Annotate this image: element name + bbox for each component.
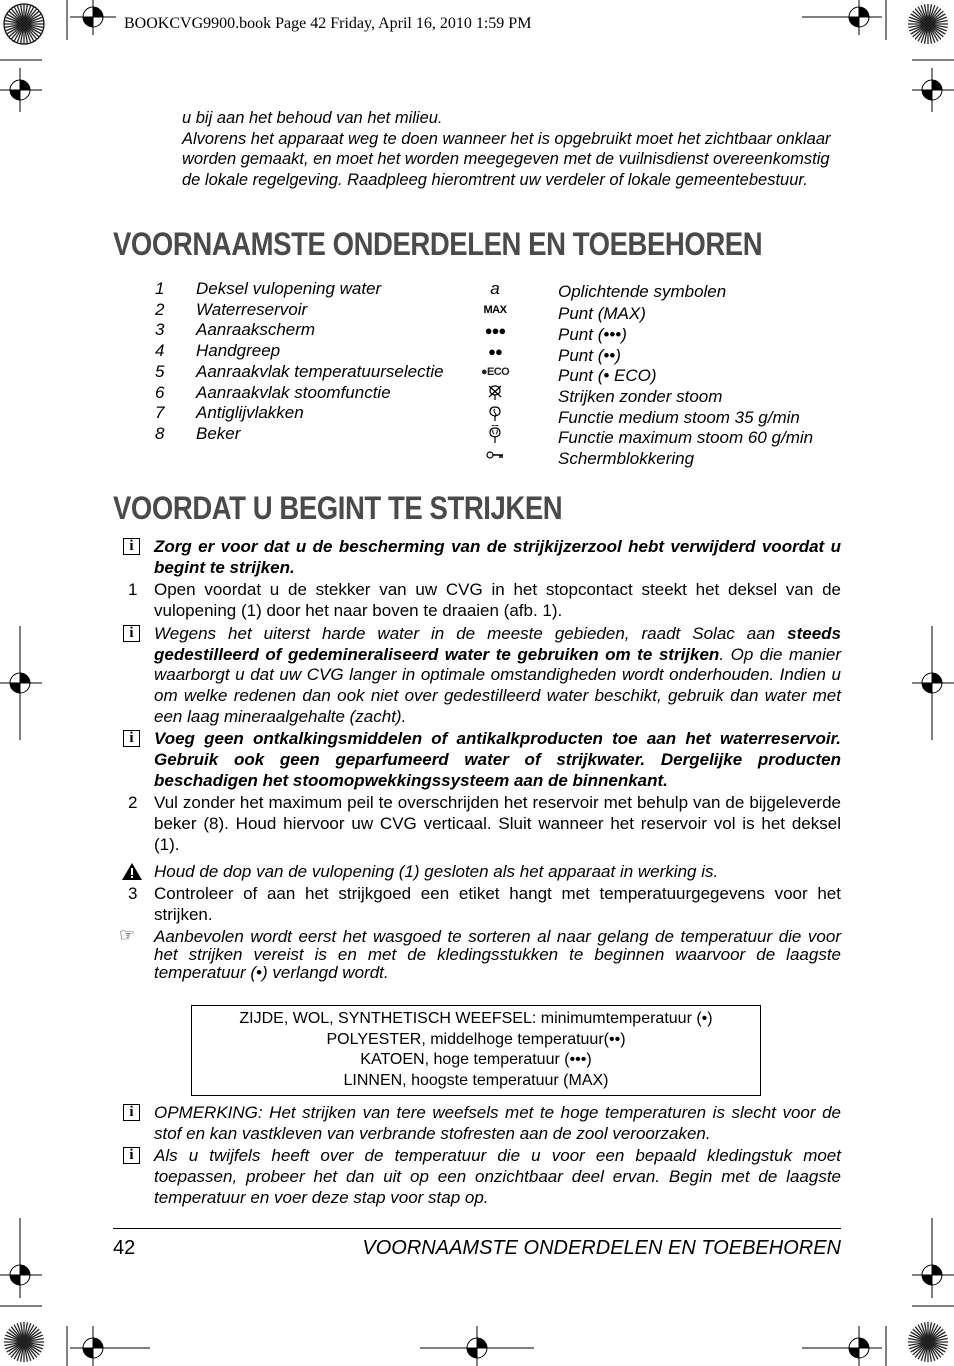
part-item <box>155 424 444 445</box>
part-number: 4 <box>155 341 165 361</box>
key-lock-icon <box>472 445 518 466</box>
part-label: Beker <box>196 423 241 443</box>
part-number: 5 <box>155 361 165 381</box>
footer-rule <box>113 1228 841 1229</box>
part-number: 3 <box>155 320 165 340</box>
print-header: BOOKCVG9900.book Page 42 Friday, April 16, 2010 1:59 PM <box>124 15 532 32</box>
intro-paragraph: Alvorens het apparaat weg te doen wanneer het is opgebruikt moet het zichtbaar onklaar worden gemaakt, en moet het worden meegegeven met de vuilnisdienst overeenkomstig de lokale regelgeving. Raadpleeg hieromtrent uw verdeler of lokale gemeentebestuur. <box>182 129 831 189</box>
note-emphasis: steeds gedestilleerd of gedemineraliseerd water te gebruiken om te strijken <box>154 623 841 664</box>
page-number: 42 <box>113 1237 136 1259</box>
symbol-column-letter: a <box>490 279 500 299</box>
note-delicate-fabrics: OPMERKING: Het strijken van tere weefsels met te hoge temperaturen is slecht voor de stof en kan vastkleven van verbrande stofresten aan de zool veroorzaken. <box>154 1103 841 1143</box>
warning-keep-lid-closed: Houd de dop van de vulopening (1) gesloten als het apparaat in werking is. <box>154 861 719 881</box>
fabric-temperature-line: ZIJDE, WOL, SYNTHETISCH WEEFSEL: minimumtemperatuur (•) <box>239 1010 713 1027</box>
starburst-mark-bl <box>2 1320 46 1364</box>
fabric-temperature-line: KATOEN, hoge temperatuur (•••) <box>360 1051 592 1068</box>
info-icon: i <box>123 538 140 555</box>
part-number: 7 <box>155 403 165 423</box>
step-number: 3 <box>128 884 138 904</box>
part-item <box>155 279 444 300</box>
note-text: . Op die manier waarborgt u dat uw CVG langer in optimale omstandigheden wordt onderhouden. Indien u om welke redenen dan ook niet over gedestilleerd water beschikt, gebruik dan water met een laag mineraalgehalte (zacht). <box>154 644 841 726</box>
part-label: Waterreservoir <box>196 299 308 319</box>
part-item <box>155 403 444 424</box>
info-icon: i <box>123 730 140 747</box>
step-check-label: Controleer of aan het strijkgoed een etiket hangt met temperatuurgegevens voor het strijken. <box>154 884 841 924</box>
part-item <box>155 320 444 341</box>
part-item <box>155 362 444 383</box>
starburst-mark-br <box>906 1320 950 1364</box>
step-number: 2 <box>128 793 138 813</box>
symbol-description: Schermblokkering <box>558 449 695 469</box>
fabric-temperature-box <box>191 1005 761 1096</box>
note-item <box>113 624 841 728</box>
info-icon: i <box>123 1147 140 1164</box>
section-heading-parts: VOORNAAMSTE ONDERDELEN EN TOEBEHOREN <box>113 226 763 262</box>
tip-sort-laundry: Aanbevolen wordt eerst het wasgoed te sorteren al naar gelang de temperatuur die voor het strijken vereist is en met de kledingsstukken te beginnen waarvoor de laagste temperatuur (•) verlangd wordt. <box>154 926 841 982</box>
info-icon: i <box>123 1104 140 1121</box>
note-item <box>113 1146 841 1208</box>
symbol-description: Functie medium stoom 35 g/min <box>558 407 800 427</box>
info-icon: i <box>123 625 140 642</box>
step-open-lid: Open voordat u de stekker van uw CVG in het stopcontact steekt het deksel van de vulopening (1) door het naar boven te draaien (afb. 1). <box>154 580 841 621</box>
step-item <box>113 884 841 925</box>
part-number: 8 <box>155 423 165 443</box>
note-no-descaler: Voeg geen ontkalkingsmiddelen of antikalkproducten toe aan het waterreservoir. Gebruik ook geen geparfumeerd water of strijkwater. Dergelijke producten beschadigen het stoomopwekkingssysteem aan de binnenkant. <box>154 729 841 790</box>
parts-list <box>155 279 444 445</box>
part-item <box>155 300 444 321</box>
note-item <box>113 729 841 791</box>
symbol-description: Oplichtende symbolen <box>558 282 727 301</box>
note-distilled-water <box>154 624 841 728</box>
symbol-description: Punt (••) <box>558 345 621 365</box>
part-item <box>155 383 444 404</box>
footer-section-title: VOORNAAMSTE ONDERDELEN EN TOEBEHOREN <box>362 1237 841 1259</box>
three-dots-symbol: ●●● <box>484 323 506 339</box>
warning-item <box>113 862 841 883</box>
intro-line: u bij aan het behoud van het milieu. <box>182 109 443 127</box>
note-text: Wegens het uiterst harde water in de meeste gebieden, raadt Solac aan <box>154 623 788 643</box>
starburst-mark-tr <box>906 2 950 46</box>
part-item <box>155 341 444 362</box>
symbol-description: Punt (MAX) <box>558 304 646 324</box>
instructions <box>113 537 841 984</box>
symbol-descriptions <box>558 282 813 470</box>
symbol-description: Punt (• ECO) <box>558 366 657 386</box>
part-number: 1 <box>155 279 165 298</box>
instructions-bottom <box>113 1103 841 1211</box>
step-item <box>113 580 841 621</box>
part-number: 6 <box>155 382 165 402</box>
part-label: Aanraakvlak stoomfunctie <box>196 382 391 402</box>
part-label: Antiglijvlakken <box>196 403 304 423</box>
part-label: Handgreep <box>196 341 281 361</box>
part-label: Deksel vulopening water <box>196 279 382 298</box>
two-dots-symbol: ●● <box>488 343 502 359</box>
eco-symbol: ●ECO <box>480 366 510 379</box>
max-steam-icon <box>472 424 518 445</box>
fabric-temperature-line: POLYESTER, middelhoge temperatuur(••) <box>326 1030 626 1048</box>
note-item <box>113 1103 841 1144</box>
symbol-description: Strijken zonder stoom <box>558 387 723 407</box>
max-symbol: MAX <box>483 304 507 317</box>
starburst-mark-tl <box>2 2 46 46</box>
medium-steam-icon <box>472 403 518 424</box>
warning-icon <box>121 862 143 881</box>
step-number: 1 <box>128 580 138 600</box>
no-steam-icon <box>472 382 518 403</box>
symbol-column <box>472 279 518 465</box>
note-item <box>113 537 841 578</box>
note-remove-protection: Zorg er voor dat u de bescherming van de strijkijzerzool hebt verwijderd voordat u begint te strijken. <box>154 537 841 577</box>
tip-item <box>113 924 841 982</box>
part-label: Aanraakscherm <box>196 320 316 340</box>
part-label: Aanraakvlak temperatuurselectie <box>196 361 444 381</box>
intro-text <box>182 108 852 190</box>
fabric-temperature-line: LINNEN, hoogste temperatuur (MAX) <box>343 1071 609 1089</box>
step-item <box>113 793 841 855</box>
section-heading-before-ironing: VOORDAT U BEGINT TE STRIJKEN <box>113 490 563 526</box>
note-test-temperature: Als u twijfels heeft over de temperatuur die u voor een bepaald kledingstuk moet toepassen, probeer het dan uit op een onzichtbaar deel ervan. Begin met de laagste temperatuur en voer deze stap voor stap op. <box>154 1146 841 1207</box>
pointing-hand-icon: ☞ <box>119 924 136 945</box>
step-fill-reservoir: Vul zonder het maximum peil te overschrijden het reservoir met behulp van de bijgeleverde beker (8). Houd hiervoor uw CVG verticaal. Sluit wanneer het reservoir vol is het deksel (1). <box>154 793 841 854</box>
symbol-description: Functie maximum stoom 60 g/min <box>558 428 814 448</box>
part-number: 2 <box>155 299 165 319</box>
symbol-description: Punt (•••) <box>558 324 627 344</box>
